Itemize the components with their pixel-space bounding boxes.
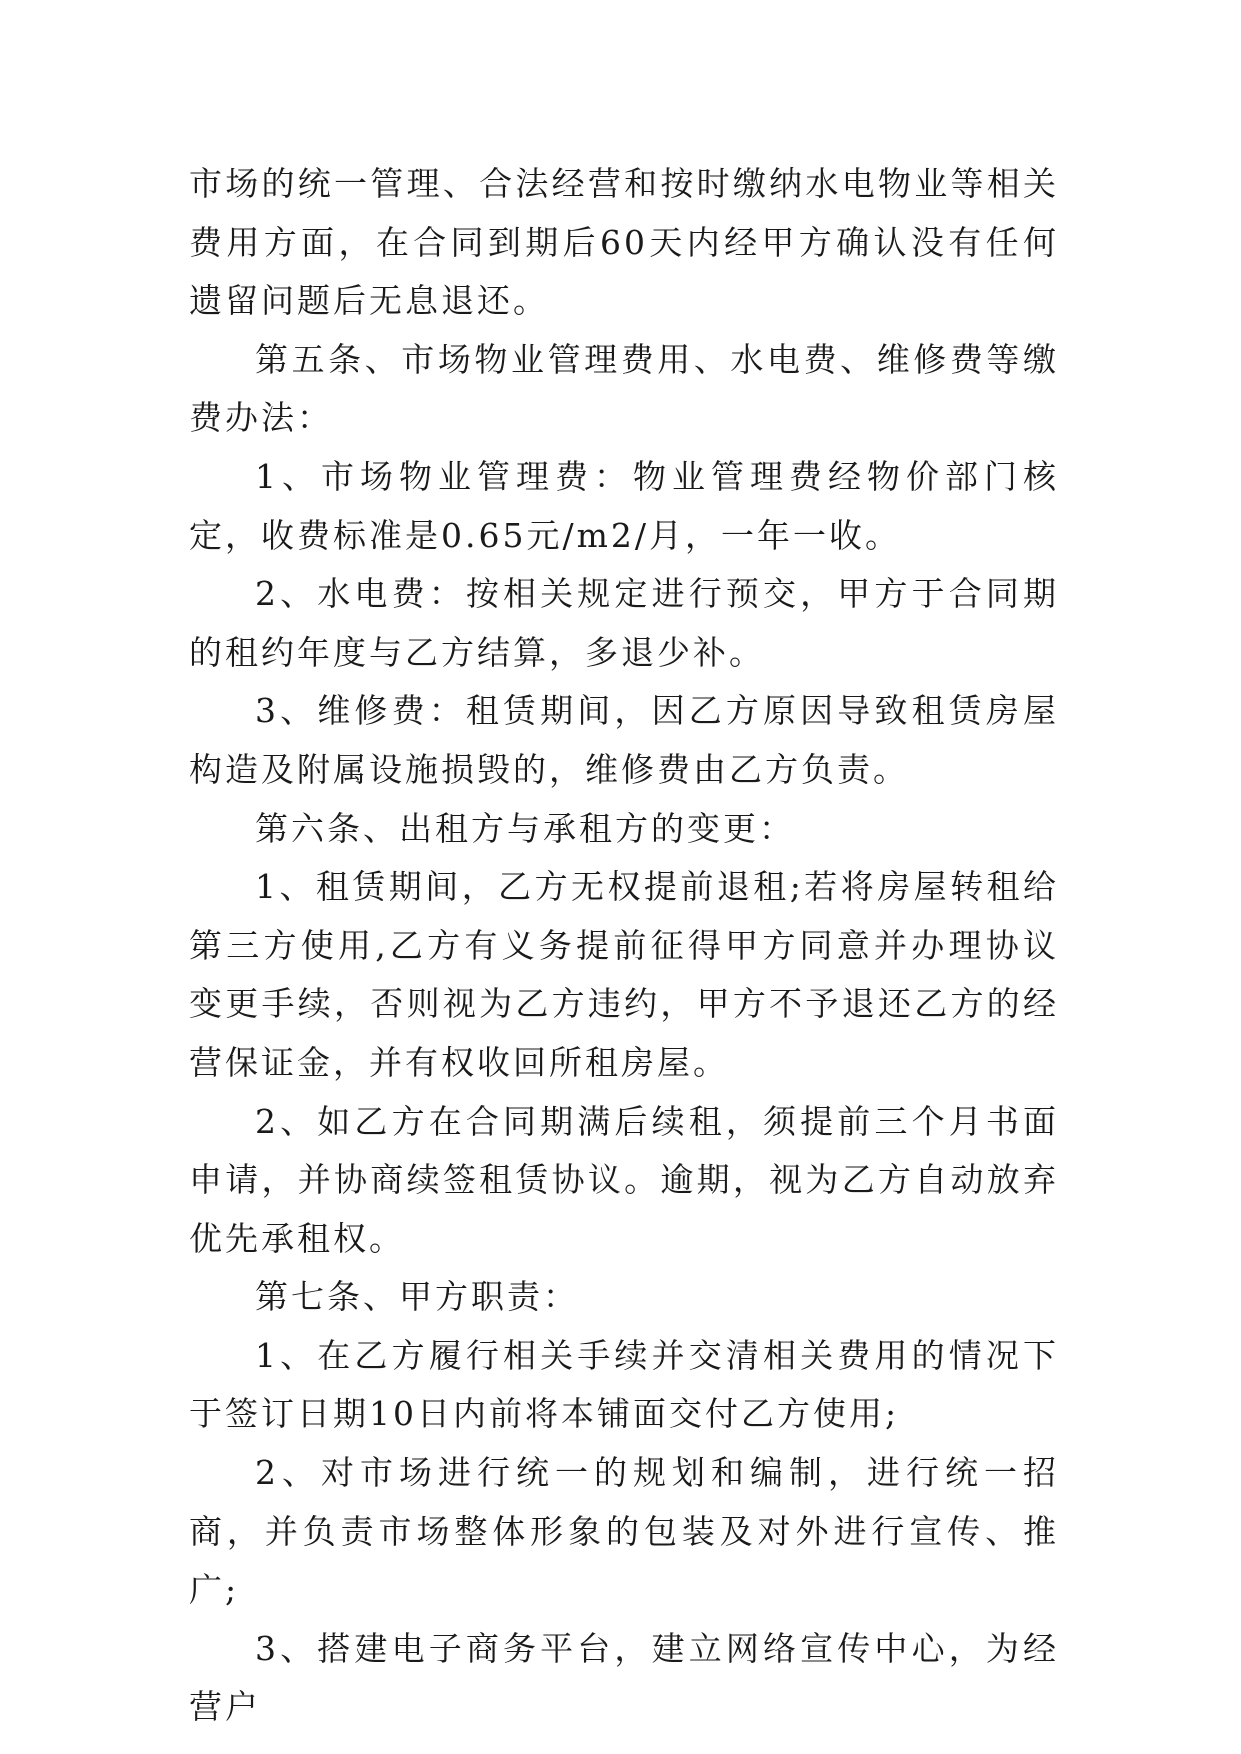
paragraph-article-6-heading: 第六条、出租方与承租方的变更： <box>255 808 795 848</box>
paragraph-sublease-rule: 1、租赁期间，乙方无权提前退租;若将房屋转租给第三方使用,乙方有义务提前征得甲方同意并办理协议变更手续，否则视为乙方违约，甲方不予退还乙方的经营保证金，并有权收回所租房屋。 <box>189 867 1059 1082</box>
paragraph-utility-fee: 2、水电费：按相关规定进行预交，甲方于合同期的租约年度与乙方结算，多退少补。 <box>189 574 1059 672</box>
paragraph-property-fee: 1、市场物业管理费：物业管理费经物价部门核定，收费标准是0.65元/m2/月，一年一收。 <box>189 456 1059 555</box>
paragraph-article-7-heading: 第七条、甲方职责： <box>255 1277 579 1317</box>
document-body <box>189 155 1059 1737</box>
paragraph-article-5-heading: 第五条、市场物业管理费用、水电费、维修费等缴费办法： <box>189 339 1059 438</box>
paragraph-deposit-refund: 市场的统一管理、合法经营和按时缴纳水电物业等相关费用方面，在合同到期后60天内经甲方确认没有任何遗留问题后无息退还。 <box>189 164 1059 321</box>
paragraph-ecommerce-duty: 3、搭建电子商务平台，建立网络宣传中心，为经营户 <box>189 1628 1059 1727</box>
paragraph-repair-fee: 3、维修费：租赁期间，因乙方原因导致租赁房屋构造及附属设施损毁的，维修费由乙方负责。 <box>189 691 1059 789</box>
paragraph-planning-duty: 2、对市场进行统一的规划和编制，进行统一招商，并负责市场整体形象的包装及对外进行宣传、推广; <box>189 1453 1059 1610</box>
paragraph-renewal-rule: 2、如乙方在合同期满后续租，须提前三个月书面申请，并协商续签租赁协议。逾期，视为乙方自动放弃优先承租权。 <box>189 1101 1059 1258</box>
paragraph-handover-duty: 1、在乙方履行相关手续并交清相关费用的情况下于签订日期10日内前将本铺面交付乙方使用; <box>189 1335 1059 1434</box>
